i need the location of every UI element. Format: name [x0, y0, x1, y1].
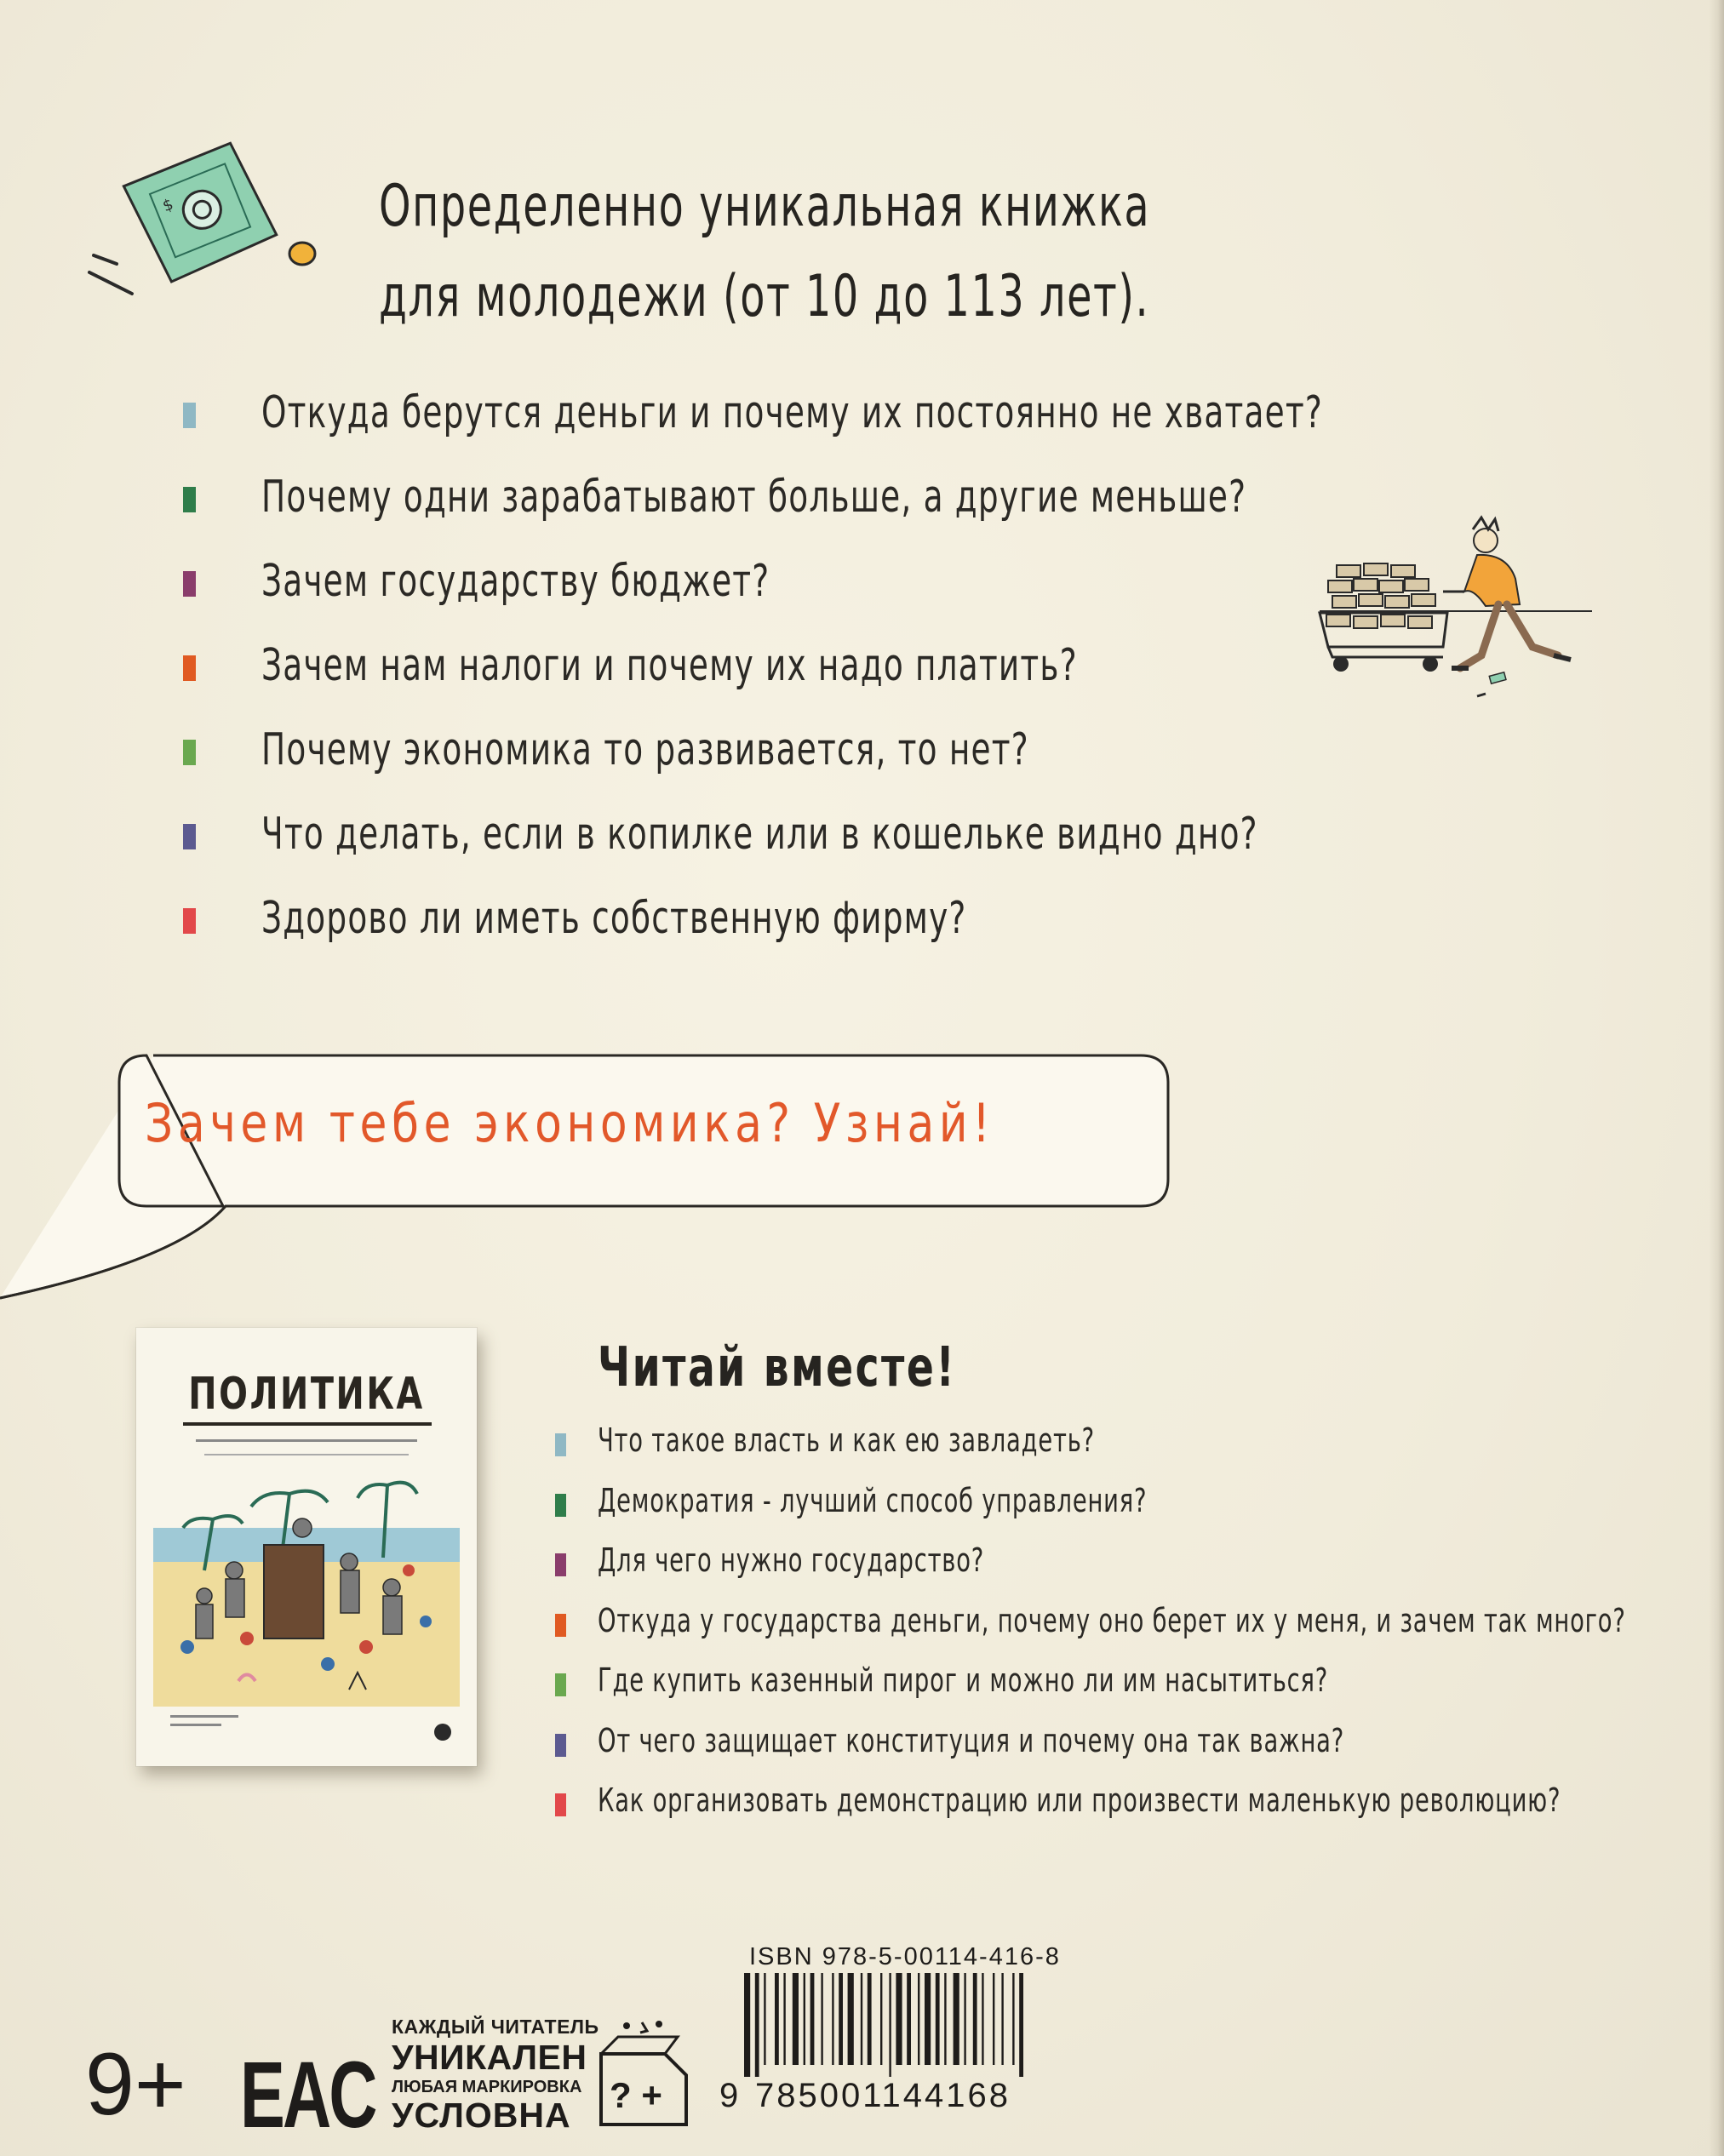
- bullet-mark: [183, 824, 196, 849]
- barcode-bar: [804, 1973, 805, 2065]
- headline: [379, 162, 1176, 342]
- barcode-bar: [880, 1973, 882, 2065]
- bullet-mark: [555, 1614, 566, 1637]
- barcode-bar: [839, 1973, 843, 2065]
- bullet-mark: [183, 655, 196, 681]
- headline-line-2: для молодежи (от 10 до 113 лет).: [379, 263, 1150, 330]
- question-plus-box-icon: [593, 2016, 695, 2130]
- barcode-bar: [764, 1973, 765, 2065]
- bullet-mark: [555, 1553, 566, 1576]
- cover-beach-illustration: [153, 1477, 460, 1749]
- barcode: [741, 1973, 1073, 2077]
- barcode-bar: [889, 1973, 891, 2077]
- cover-author-lines: [136, 1452, 477, 1461]
- headline-line-1: Определенно уникальная книжка: [379, 173, 1151, 240]
- bullet-mark: [183, 740, 196, 765]
- eac-mark: EAC: [240, 2043, 375, 2147]
- barcode-bar: [1012, 1973, 1014, 2065]
- related-book-title: ПОЛИТИКА: [188, 1369, 425, 1420]
- bubble-text: Зачем тебе экономика? Узнай!: [145, 1092, 995, 1154]
- barcode-bar: [896, 1973, 902, 2065]
- age-rating: 9+: [85, 2035, 186, 2134]
- svg-text:? +: ? +: [610, 2075, 662, 2115]
- svg-text:$: $: [160, 195, 176, 216]
- bullet-mark: [183, 908, 196, 934]
- barcode-bar: [925, 1973, 931, 2065]
- isbn-text: ISBN 978-5-00114-416-8: [749, 1943, 1061, 1970]
- barcode-bar: [993, 1973, 994, 2065]
- speech-bubble: [0, 1043, 1192, 1315]
- barcode-bar: [775, 1973, 779, 2065]
- bullet-mark: [183, 571, 196, 597]
- barcode-bar: [982, 1973, 983, 2065]
- banknote-illustration: [81, 119, 336, 306]
- barcode-bar: [973, 1973, 977, 2065]
- barcode-bar: [755, 1973, 759, 2077]
- title-underline: [183, 1422, 432, 1426]
- cover-subtitle-lines: [136, 1437, 477, 1448]
- barcode-bar: [832, 1973, 833, 2065]
- barcode-bar: [954, 1973, 959, 2065]
- barcode-bar: [793, 1973, 799, 2065]
- bullet-mark: [555, 1433, 566, 1456]
- bullet-mark: [555, 1673, 566, 1696]
- related-book-cover: [136, 1328, 477, 1766]
- barcode-bar: [868, 1973, 872, 2065]
- bullet-mark: [183, 487, 196, 512]
- barcode-bar: [964, 1973, 965, 2065]
- barcode-bar: [821, 1973, 822, 2065]
- cover-edge-shadow: [1709, 0, 1724, 2156]
- coin-icon: [285, 237, 319, 271]
- barcode-bar: [744, 1973, 750, 2077]
- bullet-mark: [555, 1793, 566, 1816]
- barcode-bar: [936, 1973, 940, 2065]
- read-together-title: Читай вместе!: [598, 1336, 957, 1399]
- barcode-bar: [918, 1973, 919, 2065]
- barcode-bar: [783, 1973, 785, 2065]
- barcode-bar: [810, 1973, 815, 2065]
- barcode-bar: [1001, 1973, 1003, 2065]
- bullet-mark: [555, 1494, 566, 1517]
- bullet-mark: [183, 403, 196, 428]
- barcode-bar: [907, 1973, 911, 2065]
- bullet-mark: [555, 1734, 566, 1757]
- barcode-bar: [848, 1973, 854, 2065]
- barcode-bar: [1019, 1973, 1023, 2077]
- shopping-cart-man-illustration: [1303, 511, 1601, 723]
- barcode-bar: [861, 1973, 862, 2065]
- barcode-bar: [944, 1973, 946, 2065]
